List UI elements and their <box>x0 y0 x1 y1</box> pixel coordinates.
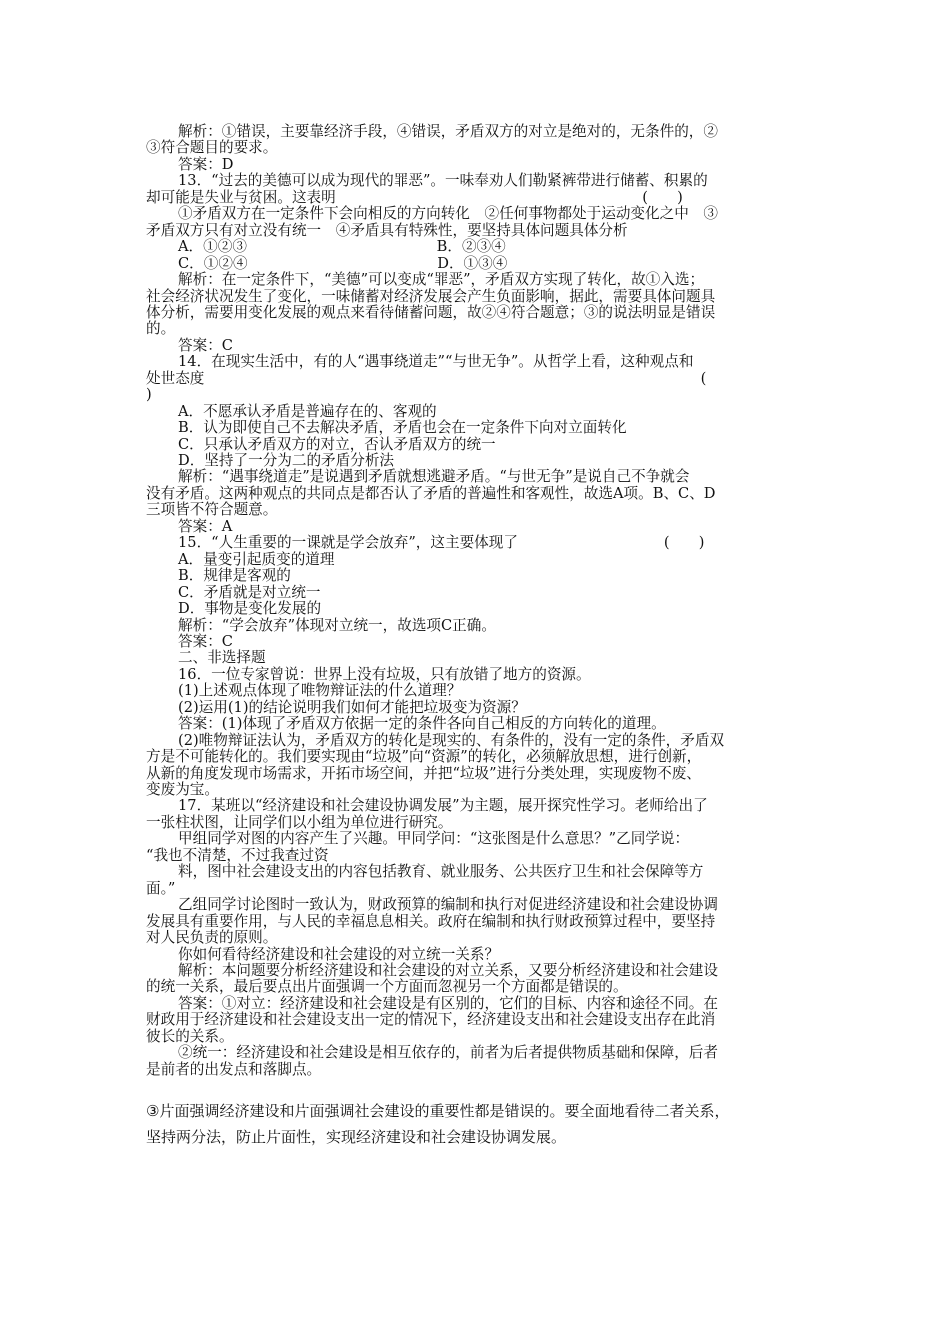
text-line: 14．在现实生活中，有的人“遇事绕道走”“与世无争”。从哲学上看，这种观点和 <box>178 353 694 371</box>
text-line: 解析：在一定条件下，“美德”可以变成“罪恶”，矛盾双方实现了转化，故①入选； <box>178 271 705 289</box>
text-line: 面。” <box>146 879 176 897</box>
text-line: D．事物是变化发展的 <box>178 600 322 618</box>
text-line: 方是不可能转化的。我们要实现由“垃圾”向“资源”的转化，必须解放思想，进行创新， <box>146 748 702 766</box>
text-line: 变废为宝。 <box>146 781 219 798</box>
text-line: 财政用于经济建设和社会建设支出一定的情况下，经济建设支出和社会建设支出存在此消 <box>146 1011 716 1029</box>
text-line: D．坚持了一分为二的矛盾分析法 <box>178 452 395 469</box>
text-line: 没有矛盾。这两种观点的共同点是都否认了矛盾的普遍性和客观性，故选A项。B、C、D <box>146 484 716 502</box>
text-line: 体分析，需要用变化发展的观点来看待储蓄问题，故②④符合题意；③的说法明显是错误 <box>146 303 716 321</box>
text-line: 答案：D <box>178 155 234 173</box>
text-line: 解析：本问题要分析经济建设和社会建设的对立关系，又要分析经济建设和社会建设 <box>178 961 718 979</box>
text-line: 15．“人生重要的一课就是学会放弃”，这主要体现了 ( ) <box>178 534 705 552</box>
conclusion-line: 坚持两分法，防止片面性，实现经济建设和社会建设协调发展。 <box>146 1128 567 1146</box>
text-line: 一张柱状图，让同学们以小组为单位进行研究。 <box>146 813 453 831</box>
text-line: 解析：“遇事绕道走”是说遇到矛盾就想逃避矛盾。“与世无争”是说自己不争就会 <box>178 468 690 486</box>
text-line: 解析：①错误，主要靠经济手段，④错误，矛盾双方的对立是绝对的，无条件的，② <box>178 123 718 140</box>
text-line: C．矛盾就是对立统一 <box>178 583 321 601</box>
text-line: 乙组同学讨论图时一致认为，财政预算的编制和执行对促进经济建设和社会建设协调 <box>178 896 718 914</box>
text-line: ) <box>146 386 152 404</box>
text-line: (2)运用(1)的结论说明我们如何才能把垃圾变为资源？ <box>178 698 526 716</box>
text-line: (1)上述观点体现了唯物辩证法的什么道理？ <box>178 682 462 700</box>
text-line: 答案：(1)体现了矛盾双方依据一定的条件各向自己相反的方向转化的道理。 <box>178 715 666 733</box>
text-line: 从新的角度发现市场需求，开拓市场空间，并把“垃圾”进行分类处理，实现废物不废、 <box>146 764 701 782</box>
text-line: 的统一关系，最后要点出片面强调一个方面而忽视另一个方面都是错误的。 <box>146 978 628 996</box>
text-line: 社会经济状况发生了变化，一味储蓄对经济发展会产生负面影响，据此，需要具体问题具 <box>146 287 716 305</box>
text-line: 答案：C <box>178 336 233 354</box>
text-line: “我也不清楚，不过我查过资 <box>146 846 329 864</box>
text-line: 三项皆不符合题意。 <box>146 501 278 519</box>
text-line: 是前者的出发点和落脚点。 <box>146 1060 322 1078</box>
text-line: (2)唯物辩证法认为，矛盾双方的转化是现实的、有条件的，没有一定的条件，矛盾双 <box>178 731 725 749</box>
text-line: 13．“过去的美德可以成为现代的罪恶”。一味奉劝人们勒紧裤带进行储蓄、积累的 <box>178 172 708 190</box>
text-line: 答案：C <box>178 632 233 650</box>
text-line: 矛盾双方只有对立没有统一 ④矛盾具有特殊性，要坚持具体问题具体分析 <box>146 221 628 239</box>
text-line: ①矛盾双方在一定条件下会向相反的方向转化 ②任何事物都处于运动变化之中 ③ <box>178 205 718 223</box>
text-line: 17．某班以“经济建设和社会建设协调发展”为主题，展开探究性学习。老师给出了 <box>178 797 708 815</box>
text-line: 对人民负责的原则。 <box>146 929 278 947</box>
text-line: 甲组同学对图的内容产生了兴趣。甲同学问：“这张图是什么意思？”乙同学说： <box>178 830 690 848</box>
text-line: ②统一：经济建设和社会建设是相互依存的，前者为后者提供物质基础和保障，后者 <box>178 1044 718 1062</box>
text-line: 彼长的关系。 <box>146 1027 234 1045</box>
text-line: 答案：①对立：经济建设和社会建设是有区别的，它们的目标、内容和途径不同。在 <box>178 994 718 1012</box>
text-line: B．规律是客观的 <box>178 567 291 585</box>
text-line: C．①②④ D．①③④ <box>178 254 508 272</box>
text-line: 处世态度 ( <box>146 369 707 387</box>
text-line: A．①②③ B．②③④ <box>178 238 506 256</box>
text-line: 却可能是失业与贫困。这表明 ( ) <box>146 188 683 206</box>
text-line: 二、非选择题 <box>178 649 266 667</box>
text-line: ③符合题目的要求。 <box>146 139 278 157</box>
text-line: 发展具有重要作用，与人民的幸福息息相关。政府在编制和执行财政预算过程中，要坚持 <box>146 912 716 930</box>
conclusion-line: ③片面强调经济建设和片面强调社会建设的重要性都是错误的。要全面地看待二者关系， <box>146 1102 730 1120</box>
text-line: 答案：A <box>178 517 233 535</box>
text-line: A．不愿承认矛盾是普遍存在的、客观的 <box>178 402 437 420</box>
text-line: 你如何看待经济建设和社会建设的对立统一关系？ <box>178 945 500 963</box>
text-line: 16．一位专家曾说：世界上没有垃圾，只有放错了地方的资源。 <box>178 665 591 683</box>
text-line: 的。 <box>146 320 176 338</box>
text-line: 料，图中社会建设支出的内容包括教育、就业服务、公共医疗卫生和社会保障等方 <box>178 863 704 881</box>
text-line: 解析：“学会放弃”体现对立统一，故选项C正确。 <box>178 616 496 634</box>
text-line: B．认为即使自己不去解决矛盾，矛盾也会在一定条件下向对立面转化 <box>178 419 627 437</box>
text-line: A．量变引起质变的道理 <box>178 550 335 568</box>
text-line: C．只承认矛盾双方的对立，否认矛盾双方的统一 <box>178 435 496 453</box>
